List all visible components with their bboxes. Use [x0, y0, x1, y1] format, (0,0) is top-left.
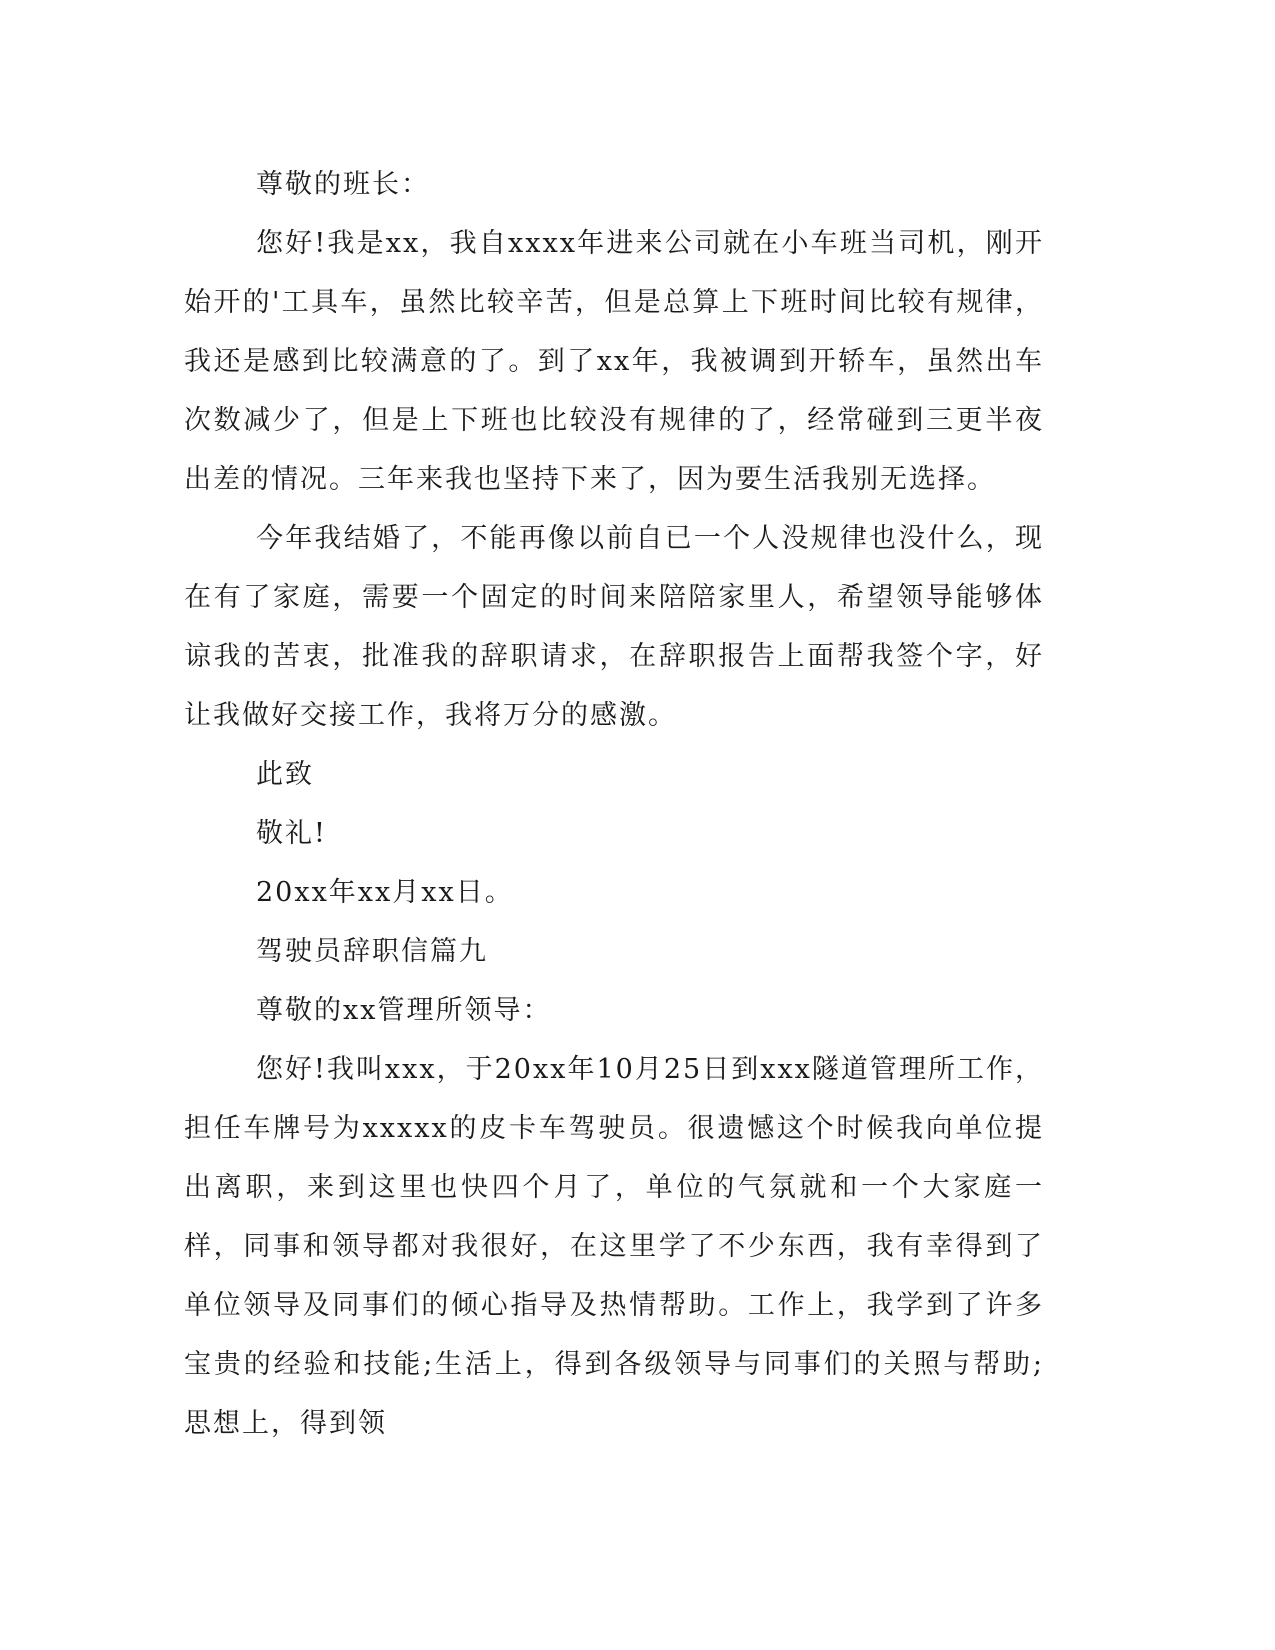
body-paragraph: 您好!我叫xxx，于20xx年10月25日到xxx隧道管理所工作，担任车牌号为xxxxx的皮卡车驾驶员。很遗憾这个时候我向单位提出离职，来到这里也快四个月了，单位的气氛就和一个大家庭一样，同事和领导都对我很好，在这里学了不少东西，我有幸得到了单位领导及同事们的倾心指导及热情帮助。工作上，我学到了许多宝贵的经验和技能;生活上，得到各级领导与同事们的关照与帮助;思想上，得到领 [184, 1054, 1044, 1439]
document-body [184, 155, 1044, 1453]
body-paragraph: 今年我结婚了，不能再像以前自已一个人没规律也没什么，现在有了家庭，需要一个固定的时间来陪陪家里人，希望领导能够体谅我的苦衷，批准我的辞职请求，在辞职报告上面帮我签个字，好让我做好交接工作，我将万分的感激。 [184, 523, 1044, 731]
body-paragraph: 您好!我是xx，我自xxxx年进来公司就在小车班当司机，刚开始开的'工具车，虽然比较辛苦，但是总算上下班时间比较有规律，我还是感到比较满意的了。到了xx年，我被调到开轿车，虽然出车次数减少了，但是上下班也比较没有规律的了，经常碰到三更半夜出差的情况。三年来我也坚持下来了，因为要生活我别无选择。 [184, 228, 1044, 495]
date-line: 20xx年xx月xx日。 [256, 877, 514, 908]
closing-line: 此致 [256, 759, 314, 790]
salutation: 尊敬的xx管理所领导： [256, 995, 552, 1026]
closing-regards: 敬礼! [256, 818, 327, 849]
section-heading: 驾驶员辞职信篇九 [256, 936, 488, 967]
salutation: 尊敬的班长： [256, 169, 430, 200]
